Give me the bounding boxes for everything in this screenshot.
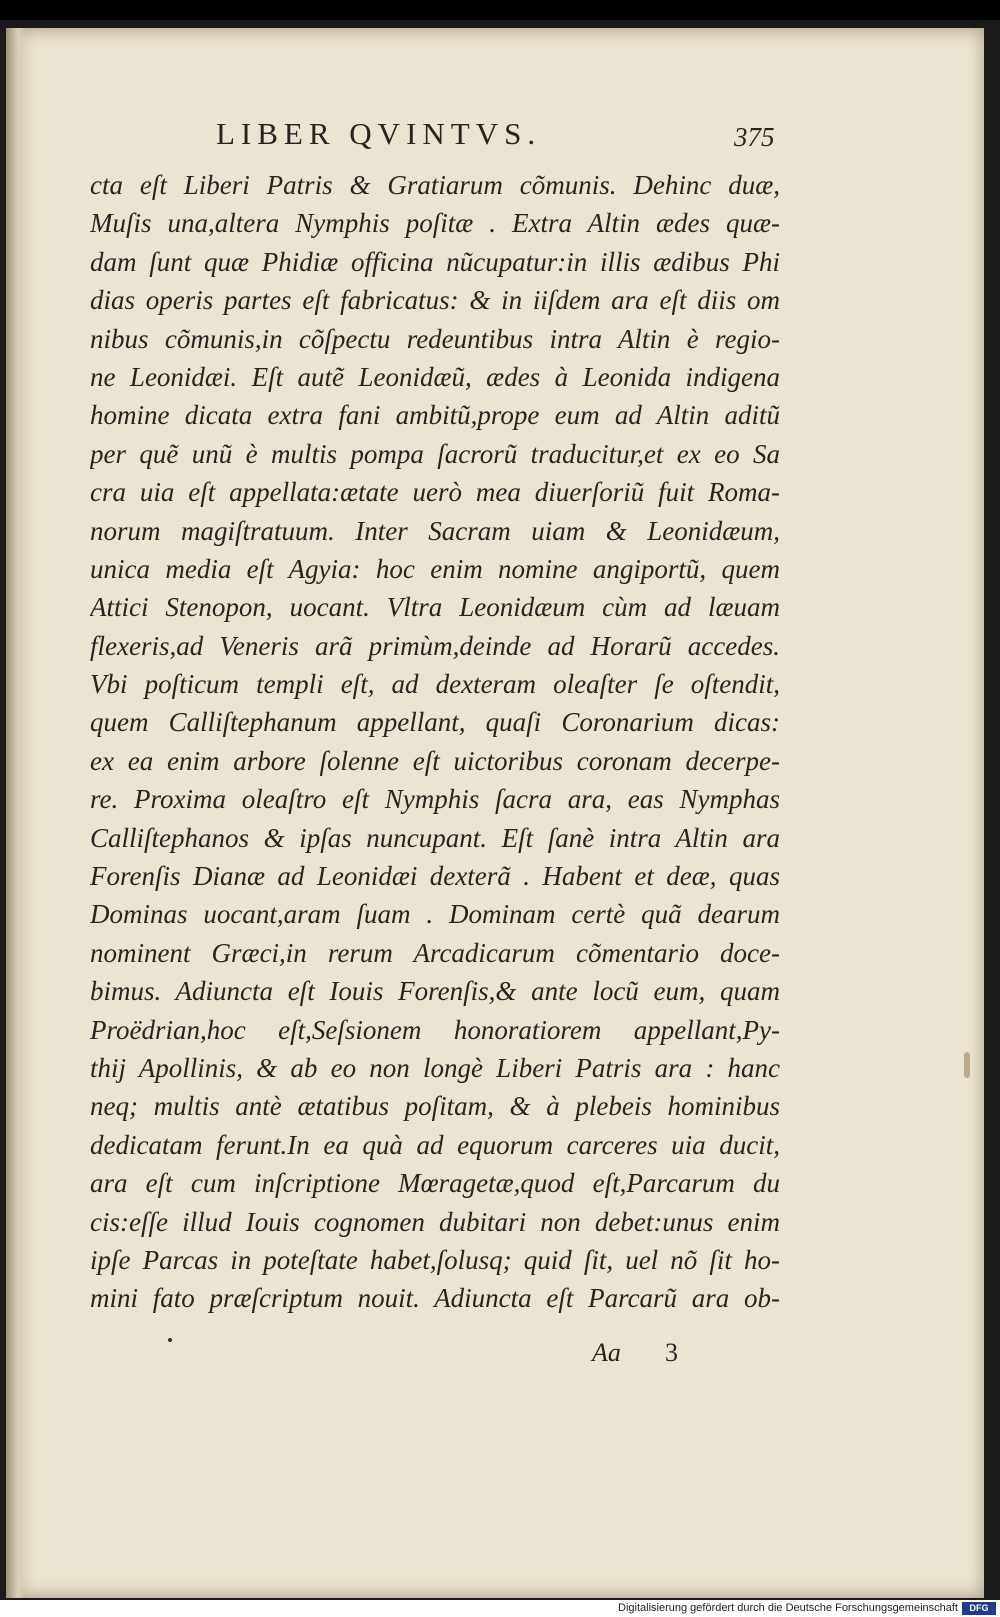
text-line: thij Apollinis, & ab eo non longè Liberi Patris ara : hanc — [90, 1052, 780, 1083]
dfg-logo: DFG — [962, 1602, 996, 1615]
text-line: quem Calliſtephanum appellant, quaſi Coronarium dicas: — [90, 707, 780, 738]
text-line: norum magiſtratuum. Inter Sacram uiam & Leonidæum, — [90, 515, 780, 546]
text-line: per quẽ unũ è multis pompa ſacrorũ traducitur,et ex eo Sa — [90, 438, 780, 469]
text-line: nominent Græci,in rerum Arcadicarum cõmentario doce- — [90, 937, 780, 968]
text-line: Vbi poſticum templi eſt, ad dexteram oleaſter ſe oſtendit, — [90, 669, 780, 700]
page-number: 375 — [734, 122, 775, 152]
text-line: bimus. Adiuncta eſt Iouis Forenſis,& ante locũ eum, quam — [90, 976, 780, 1007]
text-line: Calliſtephanos & ipſas nuncupant. Eſt ſanè intra Altin ara — [90, 822, 780, 853]
paper-fleck — [964, 1052, 970, 1078]
text-line: cis:eſſe illud Iouis cognomen dubitari non debet:unus enim — [90, 1206, 780, 1237]
text-line: re. Proxima oleaſtro eſt Nymphis ſacra ara, eas Nymphas — [90, 784, 780, 815]
text-line: Forenſis Dianæ ad Leonidæi dexterã . Habent et deæ, quas — [90, 861, 780, 892]
ink-dot — [168, 1338, 172, 1342]
text-line: cta eſt Liberi Patris & Gratiarum cõmunis. Dehinc duæ, — [90, 170, 780, 200]
text-line: dam ſunt quæ Phidiæ officina nũcupatur:in illis ædibus Phi — [90, 246, 780, 277]
catchword: Aa — [592, 1338, 621, 1367]
scan-area — [0, 20, 1000, 1600]
signature-mark: 3 — [665, 1338, 678, 1367]
footer-credit: Digitalisierung gefördert durch die Deutsche Forschungsgemeinschaft — [618, 1602, 958, 1614]
text-line: ara eſt cum inſcriptione Mœragetæ,quod eſt,Parcarum du — [90, 1168, 780, 1199]
book-page — [6, 28, 984, 1598]
text-block — [90, 166, 780, 1318]
page-gutter — [6, 28, 26, 1598]
text-line: nibus cõmunis,in cõſpectu redeuntibus intra Altin è regio- — [90, 323, 780, 354]
text-line: homine dicata extra fani ambitũ,prope eum ad Altin aditũ — [90, 400, 780, 431]
text-line: ne Leonidæi. Eſt autẽ Leonidæũ, ædes à Leonida indigena — [90, 361, 780, 392]
text-line: Dominas uocant,aram ſuam . Dominam certè quã dearum — [90, 899, 780, 930]
text-line: cra uia eſt appellata:ætate uerò mea diuerſoriũ fuit Roma- — [90, 477, 780, 508]
top-black-bar — [0, 0, 1000, 20]
text-line: neq; multis antè ætatibus poſitam, & à plebeis hominibus — [90, 1091, 780, 1122]
text-line: mini fato præſcriptum nouit. Adiuncta eſt Parcarũ ara ob- — [90, 1283, 780, 1314]
text-line: dedicatam ferunt.In ea quà ad equorum carceres uia ducit, — [90, 1129, 780, 1160]
text-line: ex ea enim arbore ſolenne eſt uictoribus coronam decerpe- — [90, 745, 780, 776]
text-line: Muſis una,altera Nymphis poſitæ . Extra Altin ædes quæ- — [90, 208, 780, 239]
text-line: ipſe Parcas in poteſtate habet,ſolusq; quid ſit, uel nõ ſit ho- — [90, 1244, 780, 1275]
text-line: Proëdrian,hoc eſt,Seſsionem honoratiorem appellant,Py- — [90, 1014, 780, 1045]
text-line: Attici Stenopon, uocant. Vltra Leonidæum cùm ad læuam — [90, 592, 780, 623]
running-head: LIBER QVINTVS. — [216, 116, 542, 151]
text-line: flexeris,ad Veneris arã primùm,deinde ad Horarũ accedes. — [90, 630, 780, 661]
text-line: unica media eſt Agyia: hoc enim nomine angiportũ, quem — [90, 553, 780, 584]
text-line: dias operis partes eſt fabricatus: & in iiſdem ara eſt diis om — [90, 285, 780, 316]
footer-bar — [0, 1600, 1000, 1617]
